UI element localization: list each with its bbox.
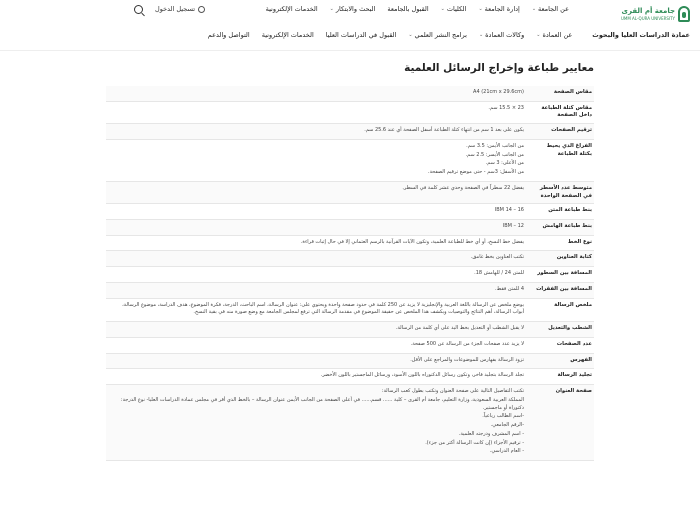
value-line: تزود الرسالة بفهارس للموضوعات والمراجع على الأقل.: [410, 356, 524, 363]
chevron-down-icon: ⌄: [440, 6, 445, 12]
row-value: [106, 204, 528, 219]
search-icon[interactable]: [134, 5, 143, 14]
value-line: تكتب العناوين بخط غامق.: [470, 254, 524, 261]
subnav-contact[interactable]: التواصل والدعم: [207, 31, 250, 39]
row-value: [106, 338, 528, 353]
row-label: المسافة بين الفقرات: [536, 285, 592, 292]
row-label: صفحة العنوان: [555, 388, 592, 395]
row-label: نوع الخط: [567, 238, 592, 245]
value-line: -الرقم الجامعي.: [490, 422, 524, 429]
table-row: [106, 283, 594, 299]
value-line: 4 للمتن فقط.: [494, 285, 524, 292]
nav-about-university[interactable]: عن الجامعة ⌄: [531, 5, 569, 13]
user-icon: [198, 6, 205, 13]
table-row: [106, 251, 594, 267]
row-value: [106, 182, 528, 203]
value-line: للمتن 24 / للهامش 18.: [474, 270, 524, 277]
value-line: لا يزيد عدد صفحات الجزء من الرسالة عن 500 صفحة.: [410, 340, 524, 347]
login-button[interactable]: [155, 5, 205, 13]
table-row: [106, 369, 594, 385]
row-label: تجليد الرسالة: [557, 372, 592, 379]
row-value: [106, 251, 528, 266]
row-label: الشطب والتعديل: [548, 325, 592, 332]
table-row: [106, 86, 594, 102]
chevron-down-icon: ⌄: [531, 6, 537, 12]
value-line: 12 – IBM: [502, 222, 524, 229]
table-row: [106, 322, 594, 338]
row-label: الفراغ الذي يحيط بكتلة الطباعة: [546, 142, 592, 157]
header-divider: [0, 50, 700, 51]
table-row: [106, 102, 594, 124]
row-label: عدد الصفحات: [556, 340, 592, 347]
row-label: ترقيم الصفحات: [551, 127, 592, 134]
value-line: تكتب التفاصيل التالية على صفحة العنوان وتكتب بطول كعب الرسالة:: [381, 388, 524, 395]
value-line: يفضل خط النسخ، أو أي خط للطباعة العلمية، وتكون الآيات القرآنية بالرسم العثماني إلا في حال إثبات قراءة.: [300, 238, 524, 245]
value-line: 16 – 14 IBM: [494, 207, 524, 214]
subnav-publishing[interactable]: برامج النشر العلمي ⌄: [408, 31, 467, 39]
chevron-down-icon: ⌄: [536, 32, 541, 38]
table-row: [106, 182, 594, 204]
row-label: الفهرس: [570, 356, 592, 363]
table-row: [106, 220, 594, 236]
table-row: [106, 354, 594, 370]
value-line: يكون على بعد 1 سم من انتهاء كتلة الطباعة أسفل الصفحة أي عند 25.6 سم.: [364, 127, 524, 134]
row-value: [106, 220, 528, 235]
table-row: [106, 124, 594, 140]
row-value: [106, 283, 528, 298]
chevron-down-icon: ⌄: [478, 6, 483, 12]
logo-english-text: UMM AL-QURA UNIVERSITY: [620, 15, 675, 21]
subnav-vice-deanships[interactable]: وكالات العمادة ⌄: [478, 31, 525, 39]
nav-research[interactable]: البحث والابتكار ⌄: [329, 5, 376, 13]
main-nav: [260, 5, 575, 13]
nav-colleges[interactable]: الكليات ⌄: [440, 5, 467, 13]
specs-table: [106, 86, 594, 461]
logo-arabic-text: جامعة أم القرى: [621, 6, 675, 15]
row-value: [106, 299, 528, 322]
row-value: [106, 124, 528, 139]
value-line: يفضل 22 سطراً في الصفحة وحدي عشر كلمة في السطر.: [402, 184, 524, 191]
row-value: [106, 369, 528, 384]
table-row: [106, 299, 594, 323]
value-line: تجلد الرسالة بتجليد فاخر، وتكون رسائل الدكتوراه باللون الأسود، ورسائل الماجستير باللون الأخضر.: [320, 372, 524, 379]
row-value: [106, 354, 528, 369]
value-line: - اسم المشرف ودرجته العلمية.: [458, 430, 524, 437]
table-row: [106, 385, 594, 461]
table-row: [106, 236, 594, 252]
row-label: بنط طباعة الهامش: [542, 222, 592, 229]
value-line: - العام الدراسي.: [489, 448, 524, 455]
chevron-down-icon: ⌄: [329, 6, 334, 12]
value-line: يوضع ملخص عن الرسالة باللغة العربية والإنجليزية لا يزيد عن 250 كلمة في حدود صفحة واحدة ويحتوي على: عنوان الرسالة، اسم الباحث، الدرجة، فكرة الموضوع، هدف الدراسة، موضوع الرسالة، أبواب الرسالة، أهم النتائج والتوصيات ويكشف هذا الملخص عن حقيقة الموضوع في مقدمة الرسالة التي ترفع لمجلس الجامعة مع وضع صورة منه في بقية النسخ.: [122, 301, 524, 316]
row-value: [106, 86, 528, 101]
row-value: [106, 236, 528, 251]
value-line: من الجانب الأيمن: 3.5 سم.: [466, 142, 524, 149]
value-line: من الجانب الأيسر: 2.5 سم.: [465, 151, 524, 158]
table-row: [106, 204, 594, 220]
deanship-home-link[interactable]: عمادة الدراسات العليا والبحوث: [592, 31, 690, 39]
table-row: [106, 267, 594, 283]
university-logo[interactable]: [608, 3, 690, 25]
login-label: تسجيل الدخول: [155, 5, 196, 13]
row-value: [106, 322, 528, 337]
row-label: مقاس الصفحة: [553, 89, 592, 95]
deanship-nav: [202, 31, 690, 39]
row-label: كتابة العناوين: [556, 254, 592, 261]
value-line: لا يقبل الشطب أو التعديل بخط اليد على أي كلمة من الرسالة.: [395, 325, 524, 332]
value-line: من الأسفل: 3سم - حتى موضع ترقيم الصفحة.: [427, 169, 524, 176]
value-line: من الأعلى: 3 سم.: [485, 160, 524, 167]
row-label: بنط طباعة المتن: [548, 207, 592, 214]
row-label: المسافة بين السطور: [537, 270, 592, 277]
top-bar: [0, 0, 700, 24]
row-value: [106, 267, 528, 282]
value-line: -اسم الطالب رباعياً.: [482, 413, 524, 420]
page-title: معايير طباعة وإخراج الرسائل العلمية: [404, 62, 594, 74]
value-line: 23 × 15.5 سم.: [488, 104, 524, 111]
logo-emblem-icon: [678, 6, 690, 22]
subnav-grad-admission[interactable]: القبول في الدراسات العليا: [325, 31, 397, 39]
chevron-down-icon: ⌄: [408, 32, 413, 38]
table-row: [106, 338, 594, 354]
row-label: ملخص الرسالة: [554, 301, 592, 308]
nav-admission[interactable]: القبول بالجامعة: [387, 5, 429, 13]
chevron-down-icon: ⌄: [478, 32, 484, 38]
row-label: مقاس كتلة الطباعة داخل الصفحة: [541, 104, 592, 119]
value-line: - ترقيم الأجزاء (إن كانت الرسالة أكثر من جزء).: [425, 439, 524, 446]
row-value: [106, 102, 528, 123]
value-line: المملكة العربية السعودية، وزارة التعليم، جامعة أم القرى – كلية ...... قسم...... في أعلى الصفحة من الجانب الأيمن عنوان الرسالة – بالخط الذي أقر في مجلس عمادة الدراسات العليا- نوع الدرجة: دكتوراة أو ماجستير.: [120, 396, 524, 411]
subnav-about-deanship[interactable]: عن العمادة ⌄: [536, 31, 573, 39]
row-label: متوسط عدد الأسطر في الصفحة الواحدة: [539, 184, 592, 199]
subnav-e-services[interactable]: الخدمات الإلكترونية: [261, 31, 314, 39]
value-line: A4 (21cm x 29.6cm): [473, 89, 524, 95]
row-value: [106, 385, 528, 460]
nav-e-services[interactable]: الخدمات الإلكترونية: [265, 5, 318, 13]
nav-university-admin[interactable]: إدارة الجامعة ⌄: [478, 5, 520, 13]
row-value: [106, 140, 528, 181]
table-row: [106, 140, 594, 182]
